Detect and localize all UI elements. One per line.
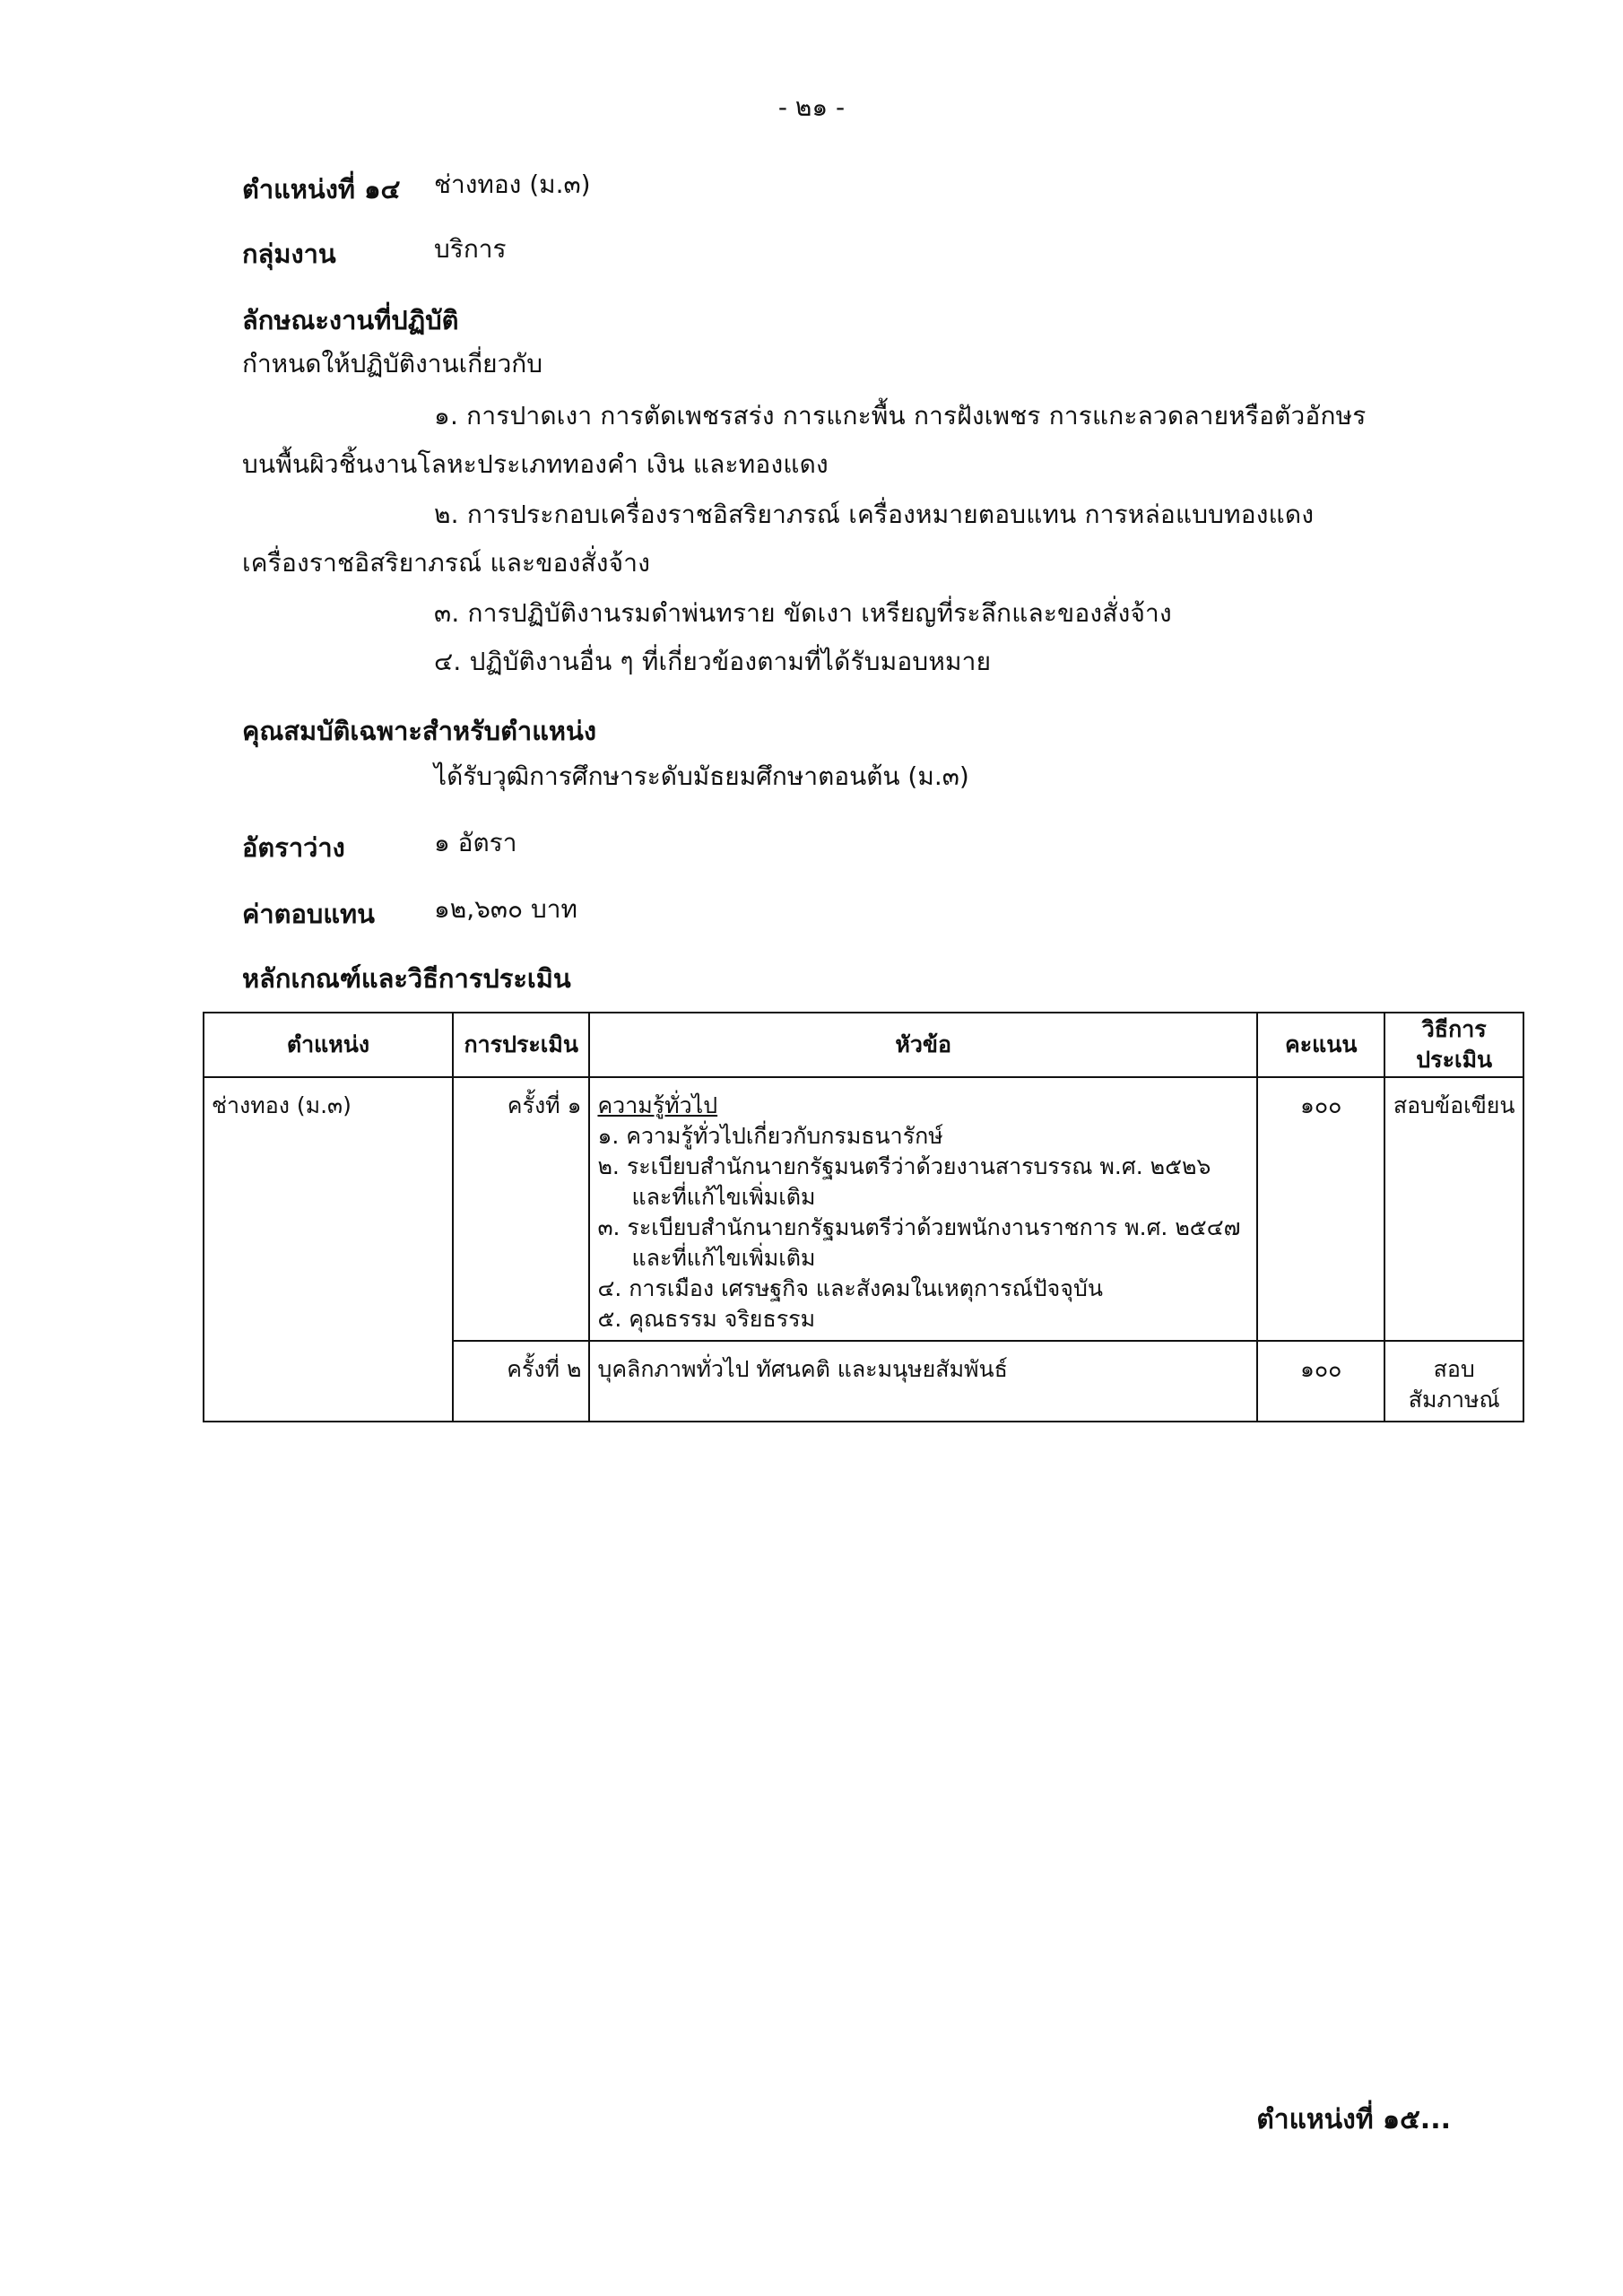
cell-round2-label: ครั้งที่ ๒ <box>453 1341 590 1422</box>
header-topic: หัวข้อ <box>589 1013 1257 1077</box>
compensation-value: ๑๒,๖๓๐ บาท <box>434 894 577 924</box>
position-value: ช่างทอง (ม.๓) <box>434 170 591 199</box>
duty-item-2-cont: เครื่องราชอิสริยาภรณ์ และของสั่งจ้าง <box>242 548 651 578</box>
cell-round1-score: ๑๐๐ <box>1257 1077 1384 1341</box>
duties-intro: กำหนดให้ปฏิบัติงานเกี่ยวกับ <box>242 349 543 378</box>
cell-round1-method: สอบข้อเขียน <box>1384 1077 1523 1341</box>
vacancy-value: ๑ อัตรา <box>434 828 517 857</box>
topic-line: และที่แก้ไขเพิ่มเติม <box>631 1184 816 1210</box>
criteria-table <box>203 1012 1524 1422</box>
duty-item-4: ๔. ปฏิบัติงานอื่น ๆ ที่เกี่ยวข้องตามที่ได้รับมอบหมาย <box>434 647 992 676</box>
cell-round1-label: ครั้งที่ ๑ <box>453 1077 590 1341</box>
topic-line: ๔. การเมือง เศรษฐกิจ และสังคมในเหตุการณ์ปัจจุบัน <box>597 1275 1103 1301</box>
cell-round2-topic: บุคลิกภาพทั่วไป ทัศนคติ และมนุษยสัมพันธ์ <box>589 1341 1257 1422</box>
footer-next-position: ตำแหน่งที่ ๑๕... <box>1256 2104 1451 2135</box>
criteria-heading: หลักเกณฑ์และวิธีการประเมิน <box>242 963 571 994</box>
topic-line: ๒. ระเบียบสำนักนายกรัฐมนตรีว่าด้วยงานสารบรรณ พ.ศ. ๒๕๒๖ <box>597 1153 1211 1179</box>
header-score: คะแนน <box>1257 1013 1384 1077</box>
criteria-header-row <box>204 1013 1523 1077</box>
header-method: วิธีการประเมิน <box>1384 1013 1523 1077</box>
qualifications-heading: คุณสมบัติเฉพาะสำหรับตำแหน่ง <box>242 716 596 746</box>
position-label: ตำแหน่งที่ ๑๔ <box>242 174 401 204</box>
table-row <box>204 1077 1523 1341</box>
cell-round2-score: ๑๐๐ <box>1257 1341 1384 1422</box>
duty-item-1: ๑. การปาดเงา การตัดเพชรสร่ง การแกะพื้น การฝังเพชร การแกะลวดลายหรือตัวอักษร <box>434 401 1367 430</box>
work-group-value: บริการ <box>434 234 507 264</box>
topic-line: ๕. คุณธรรม จริยธรรม <box>597 1306 816 1332</box>
cell-position: ช่างทอง (ม.๓) <box>204 1077 453 1422</box>
work-group-label: กลุ่มงาน <box>242 239 336 269</box>
header-position: ตำแหน่ง <box>204 1013 453 1077</box>
cell-round2-method: สอบสัมภาษณ์ <box>1384 1341 1523 1422</box>
duties-heading: ลักษณะงานที่ปฏิบัติ <box>242 305 459 335</box>
qualifications-text: ได้รับวุฒิการศึกษาระดับมัธยมศึกษาตอนต้น (ม.๓) <box>434 761 969 791</box>
topic-line: และที่แก้ไขเพิ่มเติม <box>631 1245 816 1271</box>
topic-line: ๓. ระเบียบสำนักนายกรัฐมนตรีว่าด้วยพนักงานราชการ พ.ศ. ๒๕๔๗ <box>597 1214 1241 1240</box>
topic-line: ๑. ความรู้ทั่วไปเกี่ยวกับกรมธนารักษ์ <box>597 1123 943 1149</box>
page-number: - ๒๑ - <box>777 92 846 122</box>
duty-item-2: ๒. การประกอบเครื่องราชอิสริยาภรณ์ เครื่องหมายตอบแทน การหล่อแบบทองแดง <box>434 500 1315 529</box>
cell-round1-topics <box>589 1077 1257 1341</box>
duty-item-1-cont: บนพื้นผิวชิ้นงานโลหะประเภททองคำ เงิน และทองแดง <box>242 449 829 479</box>
vacancy-label: อัตราว่าง <box>242 832 345 863</box>
compensation-label: ค่าตอบแทน <box>242 899 375 929</box>
topic-title: ความรู้ทั่วไป <box>597 1092 718 1118</box>
duty-item-3: ๓. การปฏิบัติงานรมดำพ่นทราย ขัดเงา เหรียญที่ระลึกและของสั่งจ้าง <box>434 598 1172 628</box>
header-assessment: การประเมิน <box>453 1013 590 1077</box>
